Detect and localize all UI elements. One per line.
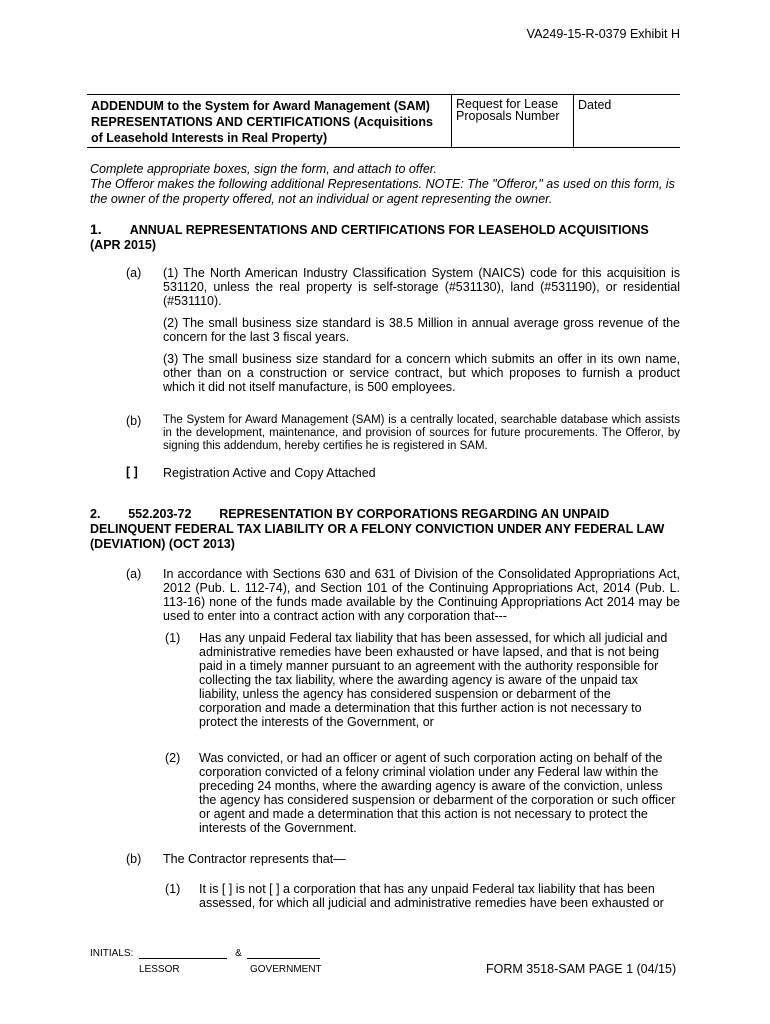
paragraph: (3) The small business size standard for a concern which submits an offer in its own name, other than on a construction or service contract, but which proposes to furnish a product which it did not itself manufacture, is 500 employees. (163, 352, 680, 394)
form-title-line: REPRESENTATIONS AND CERTIFICATIONS (Acquisitions (91, 115, 433, 129)
section-title-date: (APR 2015) (90, 238, 156, 252)
header-table (87, 94, 680, 148)
section-2b1-text: It is [ ] is not [ ] a corporation that has any unpaid Federal tax liability that has been assessed, for which all judicial and administrative remedies have been exhausted or (199, 882, 664, 910)
paragraph: (2) The small business size standard is 38.5 Million in annual average gross revenue of the concern for the last 3 fiscal years. (163, 316, 680, 344)
ampersand: & (235, 948, 242, 959)
section-1b-text: The System for Award Management (SAM) is a centrally located, searchable database which assists in the development, maintenance, and provision of sources for future procurements. The Offeror, by signing this addendum, hereby certifies he is registered in SAM. (163, 414, 680, 452)
paragraph: (1) The North American Industry Classification System (NAICS) code for this acquisition is 531120, unless the real property is self-storage (#531130), land (#531190), or residential (#531110). (163, 266, 680, 308)
item-label: (2) (165, 751, 181, 765)
section-title-text: 2. 552.203-72 REPRESENTATION BY CORPORATIONS REGARDING AN UNPAID (90, 507, 610, 521)
section-2a2-text: Was convicted, or had an officer or agent of such corporation acting on behalf of the corporation convicted of a felony criminal violation under any Federal law within the preceding 24 months, where the awarding agency is aware of the conviction, unless the agency has considered suspension or debarment of the corporation or such officer or agent and made a determination that this action is not necessary to protect the interests of the Government. (199, 751, 676, 835)
registration-checkbox[interactable]: [ ] (126, 465, 138, 479)
exhibit-label: VA249-15-R-0379 Exhibit H (526, 27, 680, 41)
instructions-line: Complete appropriate boxes, sign the form, and attach to offer. (90, 162, 437, 176)
lessor-label: LESSOR (139, 964, 180, 975)
item-label: (1) (165, 882, 181, 896)
government-label: GOVERNMENT (250, 964, 322, 975)
rfp-label: Proposals Number (456, 109, 560, 123)
item-label: (1) (165, 631, 181, 645)
initials-label: INITIALS: (90, 948, 134, 959)
item-label: (b) (126, 852, 142, 866)
form-page-label: FORM 3518-SAM PAGE 1 (04/15) (486, 962, 677, 976)
item-label: (a) (126, 266, 142, 280)
form-title (87, 95, 451, 147)
dated-field[interactable] (573, 95, 680, 147)
initials-row (90, 948, 320, 959)
section-number: 1. (90, 221, 102, 237)
lessor-initials-field[interactable] (139, 958, 227, 959)
form-title-line: of Leasehold Interests in Real Property) (91, 131, 328, 145)
section-1a-text (163, 266, 680, 402)
dated-label: Dated (578, 98, 612, 112)
section-2a1-text: Has any unpaid Federal tax liability that has been assessed, for which all judicial and administrative remedies have been exhausted or have lapsed, and that is not being paid in a timely manner pursuant to an agreement with the authority responsible for collecting the tax liability, where the awarding agency is aware of the unpaid tax liability, unless the agency has considered suspension or debarment of the corporation and made a determination that this further action is not necessary to protect the interests of the Government, or (199, 631, 668, 729)
section-2-title (90, 507, 690, 552)
section-2b-text: The Contractor represents that— (163, 852, 346, 866)
section-1-title (90, 222, 690, 253)
item-label: (a) (126, 567, 142, 581)
form-title-line: ADDENDUM to the System for Award Management (SAM) (91, 99, 430, 113)
section-title-text: (DEVIATION) (OCT 2013) (90, 537, 235, 551)
instructions-line: The Offeror makes the following additional Representations. NOTE: The "Offeror," as used on this form, is the owner of the property offered, not an individual or agent representing the owner. (90, 177, 675, 206)
section-2a-text: In accordance with Sections 630 and 631 of Division of the Consolidated Appropriations Act, 2012 (Pub. L. 112-74), and Section 101 of the Continuing Appropriations Act, 2014 (Pub. L. 113-16) none of the funds made available by the Continuing Appropriations Act 2014 may be used to enter into a contract action with any corporation that--- (163, 567, 680, 623)
rfp-number-field[interactable] (451, 95, 573, 147)
section-title-text: DELINQUENT FEDERAL TAX LIABILITY OR A FELONY CONVICTION UNDER ANY FEDERAL LAW (90, 522, 665, 536)
section-title-text: ANNUAL REPRESENTATIONS AND CERTIFICATIONS FOR LEASEHOLD ACQUISITIONS (129, 223, 649, 237)
registration-checkbox-label: Registration Active and Copy Attached (163, 466, 376, 480)
item-label: (b) (126, 414, 142, 428)
instructions (90, 162, 690, 207)
government-initials-field[interactable] (247, 958, 320, 959)
rfp-label: Request for Lease (456, 97, 559, 111)
